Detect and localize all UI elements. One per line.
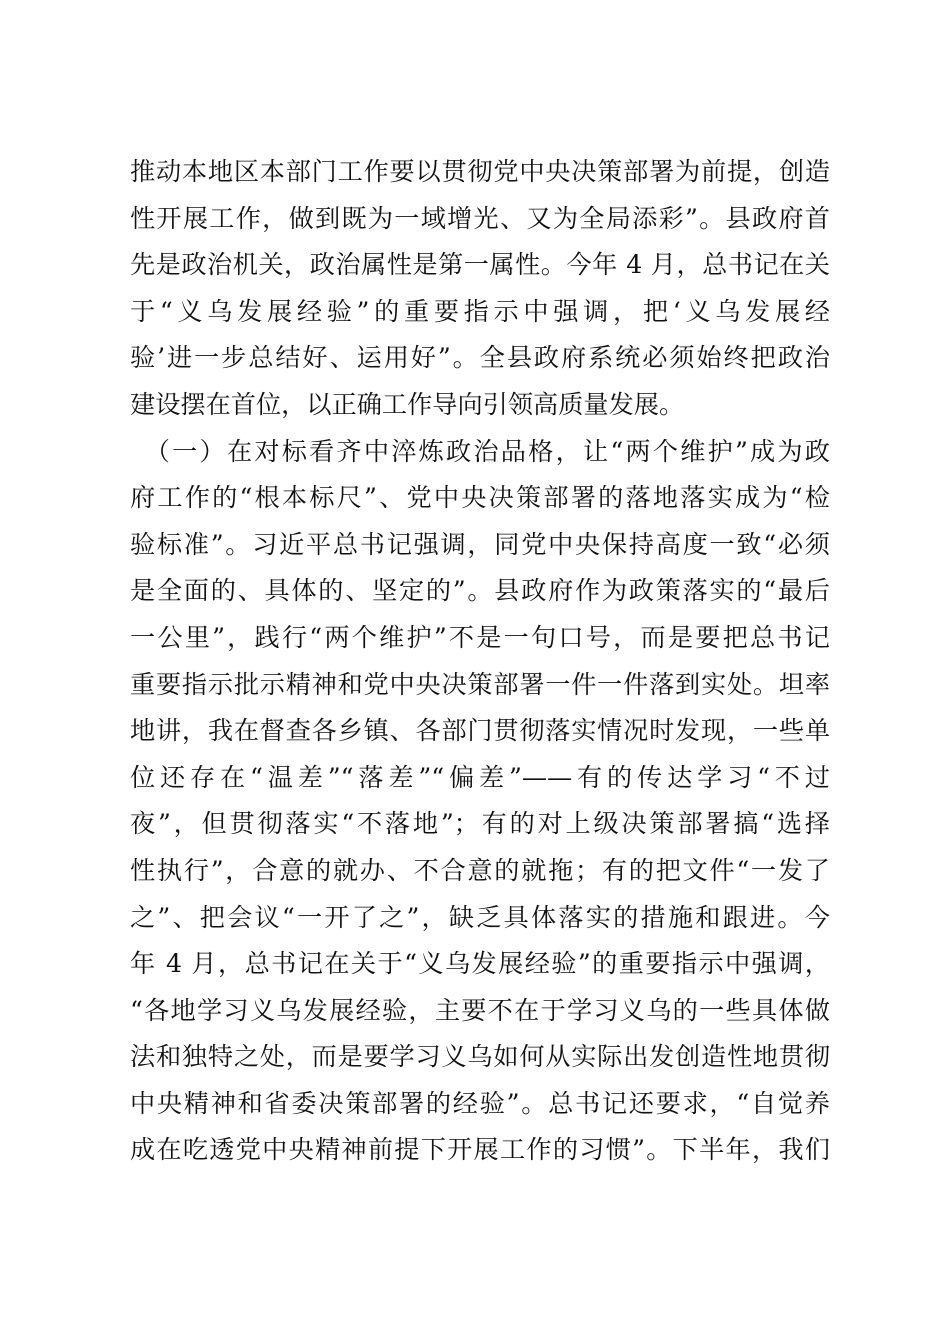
text-line: 推动本地区本部门工作要以贯彻党中央决策部署为前提，创造 bbox=[130, 157, 830, 186]
document-body bbox=[130, 149, 830, 1174]
text-line: 年 4 月，总书记在关于“义乌发展经验”的重要指示中强调， bbox=[130, 949, 830, 979]
text-line: 验标准”。习近平总书记强调，同党中央保持高度一致“必须 bbox=[130, 529, 830, 559]
text-line: 府工作的“根本标尺”、党中央决策部署的落地落实成为“检 bbox=[130, 483, 830, 513]
text-line: 于“义乌发展经验”的重要指示中强调，把‘义乌发展经 bbox=[130, 296, 830, 326]
text-line: 性执行”，合意的就办、不合意的就拖；有的把文件“一发了 bbox=[130, 855, 830, 885]
text-line: 是全面的、具体的、坚定的”。县政府作为政策落实的“最后 bbox=[130, 576, 830, 606]
text-line: 地讲，我在督查各乡镇、各部门贯彻落实情况时发现，一些单 bbox=[130, 716, 830, 746]
text-line: 位还存在“温差”“落差”“偏差”——有的传达学习“不过 bbox=[130, 762, 830, 792]
text-line: 先是政治机关，政治属性是第一属性。今年 4 月，总书记在关 bbox=[130, 250, 830, 280]
text-line: 中央精神和省委决策部署的经验”。总书记还要求，“自觉养 bbox=[130, 1088, 830, 1118]
text-line: 夜”，但贯彻落实“不落地”；有的对上级决策部署搞“选择 bbox=[130, 809, 830, 839]
text-line: 性开展工作，做到既为一域增光、又为全局添彩”。县政府首 bbox=[130, 203, 830, 233]
paragraph-1 bbox=[130, 149, 830, 429]
text-line: 一公里”，践行“两个维护”不是一句口号，而是要把总书记 bbox=[130, 622, 830, 652]
text-line: 验’进一步总结好、运用好”。全县政府系统必须始终把政治 bbox=[130, 343, 830, 373]
text-line: 建设摆在首位，以正确工作导向引领高质量发展。 bbox=[130, 389, 685, 419]
text-line: “各地学习义乌发展经验，主要不在于学习义乌的一些具体做 bbox=[130, 995, 830, 1025]
text-line: 法和独特之处，而是要学习义乌如何从实际出发创造性地贯彻 bbox=[130, 1042, 830, 1072]
paragraph-2 bbox=[130, 429, 830, 1175]
text-line: （一）在对标看齐中淬炼政治品格，让“两个维护”成为政 bbox=[130, 436, 830, 466]
text-line: 重要指示批示精神和党中央决策部署一件一件落到实处。坦率 bbox=[130, 669, 830, 699]
text-line: 成在吃透党中央精神前提下开展工作的习惯”。下半年，我们 bbox=[130, 1135, 830, 1165]
text-line: 之”、把会议“一开了之”，缺乏具体落实的措施和跟进。今 bbox=[130, 902, 830, 932]
